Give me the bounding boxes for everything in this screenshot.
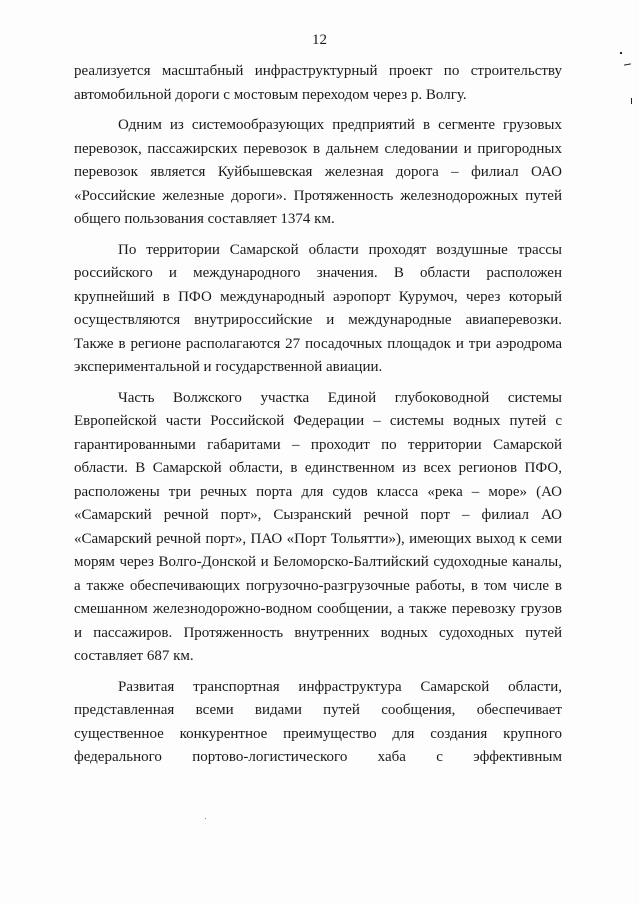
scan-artifact bbox=[205, 818, 206, 819]
scan-artifact bbox=[620, 52, 622, 54]
paragraph-aviation: По территории Самарской области проходят воздушные трассы российского и международного значения. В области расположен крупнейший в ПФО международный аэропорт Курумоч, через который осуществляются внутрироссийские и международные авиаперевозки. Также в регионе располагаются 27 посадочных площадок и три аэродрома экспериментальной и государственной авиации. bbox=[74, 241, 562, 375]
paragraph-continuation: реализуется масштабный инфраструктурный проект по строительству автомобильной дороги с мостовым переходом через р. Волгу. bbox=[74, 63, 562, 103]
scan-artifact bbox=[631, 98, 632, 104]
paragraph-railway: Одним из системообразующих предприятий в сегменте грузовых перевозок, пассажирских перевозок в дальнем следовании и пригородных перевозок является Куйбышевская железная дорога – филиал ОАО «Российские железные дороги». Протяженность железнодорожных путей общего пользования составляет 1374 км. bbox=[74, 117, 562, 227]
body-text bbox=[74, 60, 562, 770]
paragraph-waterways: Часть Волжского участка Единой глубоководной системы Европейской части Российской Федерации – системы водных путей с гарантированными габаритами – проходит по территории Самарской области. В Самарской области, в единственном из всех регионов ПФО, расположены три речных порта для судов класса «река – море» (АО «Самарский речной порт», Сызранский речной порт – филиал АО «Самарский речной порт», ПАО «Порт Тольятти»), имеющих выход к семи морям через Волго-Донской и Беломорско-Балтийский судоходные каналы, а также обеспечивающих погрузочно-разгрузочные работы, в том числе в смешанном железнодорожно-водном сообщении, а также перевозку грузов и пассажиров. Протяженность внутренних водных судоходных путей составляет 687 км. bbox=[74, 389, 562, 664]
scan-artifact bbox=[624, 63, 631, 65]
paragraph-infrastructure: Развитая транспортная инфраструктура Самарской области, представленная всеми видами путей сообщения, обеспечивает существенное конкурентное преимущество для создания крупного федерального портово-логистического хаба с эффективным bbox=[74, 678, 562, 765]
page-number: 12 bbox=[312, 32, 327, 48]
